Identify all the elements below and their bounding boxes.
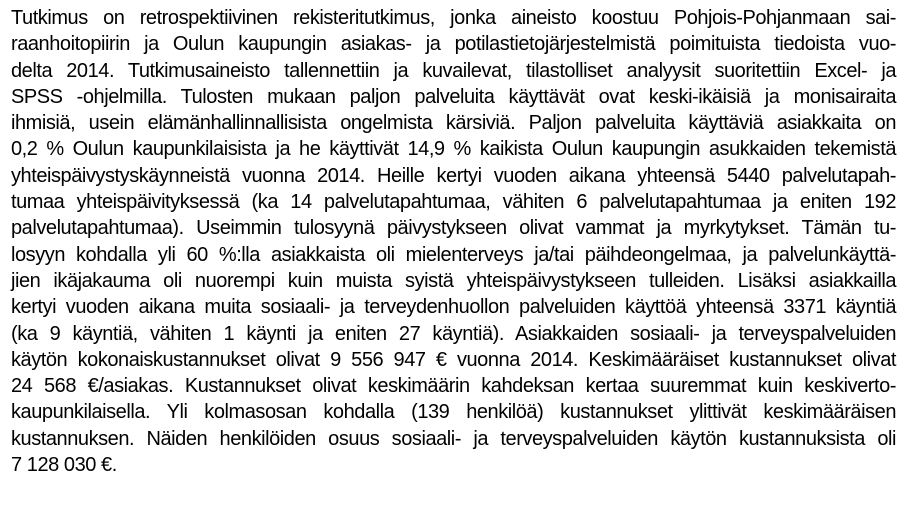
text-line: raanhoitopiirin ja Oulun kaupungin asiakas- ja potilastietojärjestelmistä poimituista tiedoista vuo- [11,33,896,56]
text-line: SPSS -ohjelmilla. Tulosten mukaan paljon palveluita käyttävät ovat keski-ikäisiä ja monisairaita [11,85,896,108]
text-line: delta 2014. Tutkimusaineisto tallennettiin ja kuvailevat, tilastolliset analyysit suoritettiin Excel- ja [11,59,896,82]
text-line: jien ikäjakauma oli nuorempi kuin muista syistä yhteispäivystykseen tulleiden. Lisäksi asiakkailla [11,269,896,292]
text-line: 7 128 030 €. [11,454,117,477]
text-line: tumaa yhteispäivityksessä (ka 14 palvelutapahtumaa, vähiten 6 palvelutapahtumaa ja eniten 192 [11,191,896,214]
text-line: ihmisiä, usein elämänhallinnallisista ongelmista kärsiviä. Paljon palveluita käyttäviä asiakkaita on [11,112,896,135]
abstract-paragraph [11,5,896,478]
text-line: Tutkimus on retrospektiivinen rekisteritutkimus, jonka aineisto koostuu Pohjois-Pohjanmaan sai- [11,7,896,29]
text-line: yhteispäivystyskäynneistä vuonna 2014. Heille kertyi vuoden aikana yhteensä 5440 palvelutapah- [11,164,896,187]
text-line: 24 568 €/asiakas. Kustannukset olivat keskimäärin kahdeksan kertaa suuremmat kuin keskiverto- [11,375,896,398]
text-line: kustannuksen. Näiden henkilöiden osuus sosiaali- ja terveyspalveluiden käytön kustannuksista oli [11,427,896,450]
text-line: palvelutapahtumaa). Useimmin tulosyynä päivystykseen olivat vammat ja myrkytykset. Tämän tu- [11,217,896,240]
text-line: kaupunkilaisella. Yli kolmasosan kohdalla (139 henkilöä) kustannukset ylittivät keskimääräisen [11,401,896,424]
text-line: 0,2 % Oulun kaupunkilaisista ja he käyttivät 14,9 % kaikista Oulun kaupungin asukkaiden tekemistä [11,138,896,161]
text-line: losyyn kohdalla yli 60 %:lla asiakkaista oli mielenterveys ja/tai päihdeongelmaa, ja palvelunkäyttä- [11,243,896,266]
text-line: (ka 9 käyntiä, vähiten 1 käynti ja eniten 27 käyntiä). Asiakkaiden sosiaali- ja terveyspalveluiden [11,322,896,345]
text-line: kertyi vuoden aikana muita sosiaali- ja terveydenhuollon palveluiden käyttöä yhteensä 3371 käyntiä [11,296,896,319]
text-line: käytön kokonaiskustannukset olivat 9 556 947 € vuonna 2014. Keskimääräiset kustannukset olivat [11,348,896,371]
